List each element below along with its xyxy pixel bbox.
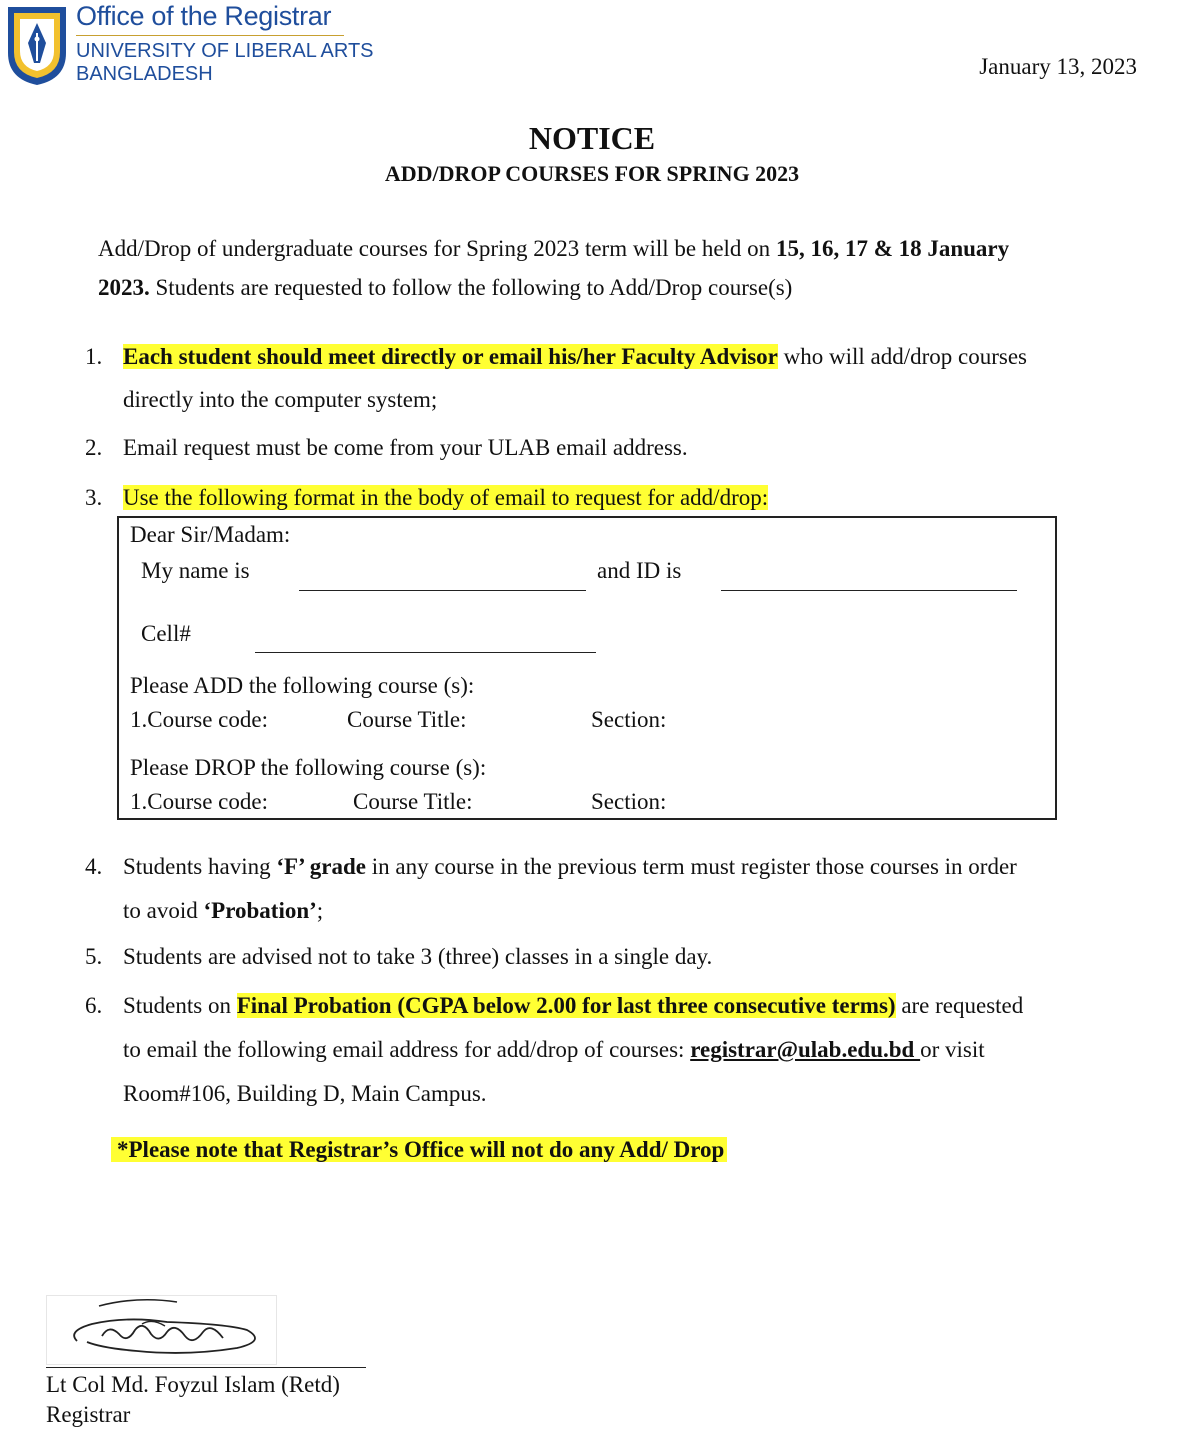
university-name: UNIVERSITY OF LIBERAL ARTS: [76, 40, 374, 62]
add-course-code: 1.Course code:: [130, 707, 268, 732]
item-6-text: Students on Final Probation (CGPA below 2.00 for last three consecutive terms) are requested: [123, 993, 1024, 1018]
drop-course-code: 1.Course code:: [130, 789, 268, 814]
signatory-role: Registrar: [46, 1402, 131, 1427]
signatory-name: Lt Col Md. Foyzul Islam (Retd): [46, 1372, 340, 1397]
name-blank: [299, 590, 586, 591]
item-4-text-cont: to avoid ‘Probation’;: [123, 898, 324, 923]
item-5-text: Students are advised not to take 3 (three) classes in a single day.: [123, 944, 713, 969]
drop-section: Section:: [591, 789, 667, 814]
item-1-text: Each student should meet directly or email his/her Faculty Advisor who will add/drop courses: [123, 344, 1028, 369]
item-6-text-cont: to email the following email address for add/drop of courses: registrar@ulab.edu.bd or visit: [123, 1037, 985, 1062]
office-name: Office of the Registrar: [76, 1, 332, 31]
pen-nib-seal-icon: [4, 3, 70, 87]
name-label: My name is: [141, 558, 250, 583]
id-label: and ID is: [597, 558, 682, 583]
signature-image: [46, 1295, 277, 1365]
university-logo: [4, 3, 70, 87]
item-3-number: 3.: [85, 485, 103, 510]
cell-label: Cell#: [141, 621, 191, 646]
item-5-number: 5.: [85, 944, 103, 969]
notice-title: NOTICE: [528, 120, 656, 156]
notice-date: January 13, 2023: [979, 54, 1137, 79]
item-1-number: 1.: [85, 344, 103, 369]
registrar-email-link[interactable]: registrar@ulab.edu.bd: [690, 1037, 921, 1062]
email-format-box: [117, 516, 1057, 820]
email-greeting: Dear Sir/Madam:: [130, 522, 291, 547]
item-2-text: Email request must be come from your ULAB email address.: [123, 435, 688, 460]
university-country: BANGLADESH: [76, 63, 213, 85]
item-4-text: Students having ‘F’ grade in any course in the previous term must register those courses in order: [123, 854, 1017, 879]
add-heading: Please ADD the following course (s):: [130, 673, 475, 698]
notice-subtitle: ADD/DROP COURSES FOR SPRING 2023: [384, 161, 800, 186]
item-1-text-cont: directly into the computer system;: [123, 387, 438, 412]
header-divider: [76, 35, 344, 36]
add-course-title: Course Title:: [347, 707, 467, 732]
cell-blank: [255, 652, 596, 653]
item-2-number: 2.: [85, 435, 103, 460]
registrar-note: *Please note that Registrar’s Office will not do any Add/ Drop: [111, 1137, 727, 1163]
id-blank: [721, 590, 1017, 591]
item-6-text-line-3: Room#106, Building D, Main Campus.: [123, 1081, 487, 1106]
item-3-text: Use the following format in the body of email to request for add/drop:: [123, 485, 769, 510]
item-4-number: 4.: [85, 854, 103, 879]
drop-course-title: Course Title:: [353, 789, 473, 814]
signature-line: [46, 1367, 366, 1368]
intro-line-1: Add/Drop of undergraduate courses for Spring 2023 term will be held on 15, 16, 17 & 18 January: [98, 236, 1010, 261]
drop-heading: Please DROP the following course (s):: [130, 755, 487, 780]
intro-line-2: 2023. Students are requested to follow the following to Add/Drop course(s): [98, 275, 793, 300]
item-6-number: 6.: [85, 993, 103, 1018]
add-section: Section:: [591, 707, 667, 732]
